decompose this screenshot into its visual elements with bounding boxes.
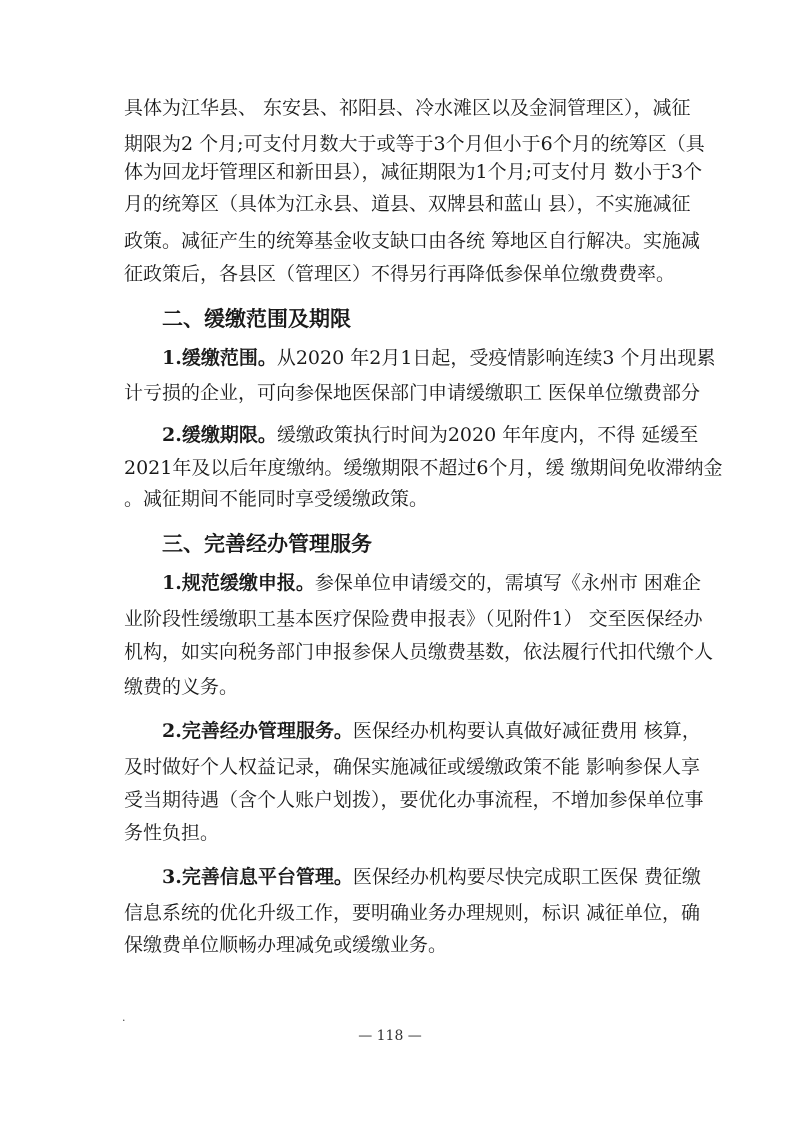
paragraph-line: 信息系统的优化升级工作，要明确业务办理规则，标识 减征单位，确	[124, 902, 701, 924]
paragraph-line: 2021年及以后年度缴纳。缓缴期限不超过6个月，缓 缴期间免收滞纳金	[124, 457, 723, 479]
paragraph-line: 务性负担。	[124, 822, 220, 844]
paragraph-line: 具体为江华县、 东安县、祁阳县、冷水滩区以及金洞管理区），减征	[124, 97, 691, 119]
paragraph-line: 计亏损的企业，可向参保地医保部门申请缓缴职工 医保单位缴费部分	[124, 382, 701, 404]
paragraph-lead: 2.缓缴期限。	[162, 424, 277, 446]
paragraph-first-line	[162, 862, 701, 892]
section-heading-management-service: 三、完善经办管理服务	[162, 531, 372, 556]
page-number: — 118 —	[358, 1028, 422, 1044]
paragraph-line: 政策。减征产生的统筹基金收支缺口由各统 筹地区自行解决。实施减	[124, 230, 701, 252]
section-heading-deferral-scope: 二、缓缴范围及期限	[162, 306, 351, 331]
paragraph-line: 及时做好个人权益记录，确保实施减征或缓缴政策不能 影响参保人享	[124, 756, 701, 778]
paragraph-line: 期限为2 个月;可支付月数大于或等于3个月但小于6个月的统筹区（具	[124, 133, 705, 155]
paragraph-text: 从2020 年2月1日起，受疫情影响连续3 个月出现累	[276, 347, 716, 369]
paragraph-first-line	[162, 420, 698, 450]
paragraph-text: 缓缴政策执行时间为2020 年年度内，不得 延缓至	[276, 424, 699, 446]
paragraph-first-line	[162, 343, 716, 373]
paragraph-lead: 1.缓缴范围。	[162, 347, 277, 369]
paragraph-line: 缴费的义务。	[124, 676, 239, 698]
paragraph-line: 月的统筹区（具体为江永县、道县、双牌县和蓝山 县），不实施减征	[124, 193, 691, 215]
paragraph-text: 医保经办机构要尽快完成职工医保 费征缴	[352, 866, 701, 888]
paragraph-lead: 1.规范缓缴申报。	[162, 572, 315, 594]
paragraph-first-line	[162, 716, 701, 746]
paragraph-lead: 3.完善信息平台管理。	[162, 866, 353, 888]
paragraph-text: 参保单位申请缓交的，需填写《永州市 困难企	[314, 572, 701, 594]
paragraph-line: 征政策后，各县区（管理区）不得另行再降低参保单位缴费费率。	[124, 263, 676, 285]
paragraph-text: 医保经办机构要认真做好减征费用 核算，	[352, 720, 701, 742]
paragraph-first-line	[162, 568, 701, 598]
paragraph-line: 。减征期间不能同时享受缓缴政策。	[124, 488, 429, 510]
footer-mark: ·	[122, 1014, 126, 1027]
paragraph-line: 业阶段性缓缴职工基本医疗保险费申报表》（见附件1） 交至医保经办	[124, 608, 703, 630]
paragraph-line: 机构，如实向税务部门申报参保人员缴费基数，依法履行代扣代缴个人	[124, 641, 714, 663]
paragraph-lead: 2.完善经办管理服务。	[162, 720, 353, 742]
paragraph-line: 保缴费单位顺畅办理减免或缓缴业务。	[124, 934, 448, 956]
paragraph-line: 受当期待遇（含个人账户划拨），要优化办事流程，不增加参保单位事	[124, 789, 704, 811]
paragraph-line: 体为回龙圩管理区和新田县），减征期限为1个月;可支付月 数小于3个	[124, 161, 703, 183]
